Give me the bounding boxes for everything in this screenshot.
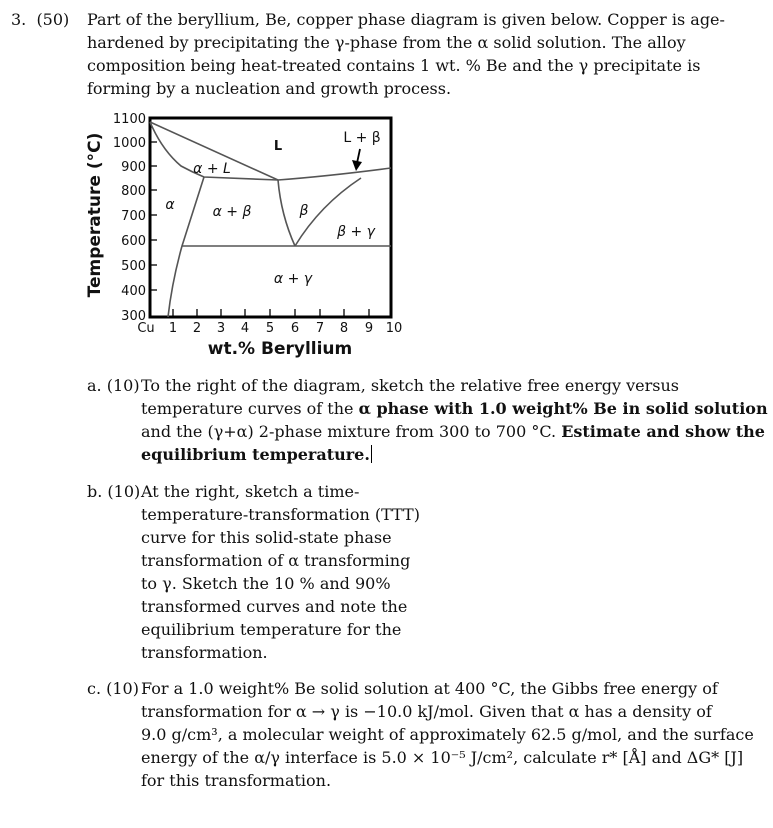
part-a-label: a. (10) [87, 376, 140, 395]
part-c-line: 9.0 g/cm³, a molecular weight of approximately 62.5 g/mol, and the surface [141, 725, 754, 744]
region-label-beta: β [299, 203, 309, 219]
part-a-text: and the (γ+α) 2-phase mixture from 300 to 700 °C. [141, 422, 557, 441]
x-tick-label: 1 [168, 321, 178, 336]
x-tick-label: 3 [216, 321, 226, 336]
part-b-line: to γ. Sketch the 10 % and 90% [141, 574, 391, 593]
region-label-liquid-beta: L + β [343, 130, 381, 146]
question-number [11, 8, 69, 31]
y-axis-label: Temperature (°C) [85, 132, 105, 298]
part-a-line [141, 420, 765, 443]
region-label-alpha-gamma: α + γ [273, 271, 313, 287]
question-points: (50) [36, 10, 70, 29]
y-tick-label: 700 [121, 209, 146, 224]
text-cursor [371, 445, 372, 463]
y-tick-label: 800 [121, 184, 146, 199]
region-label-alpha: α [165, 197, 175, 213]
intro-line: hardened by precipitating the γ-phase from the α solid solution. The alloy [87, 33, 686, 52]
intro-line: forming by a nucleation and growth process. [87, 79, 452, 98]
part-b-line: transformation. [141, 643, 268, 662]
part-c-line: for this transformation. [141, 771, 332, 790]
part-a-line [141, 397, 768, 420]
y-tick-label: 900 [121, 160, 146, 175]
x-tick-label: 5 [265, 321, 275, 336]
part-b-label: b. (10) [87, 482, 141, 501]
x-axis-label: wt.% Beryllium [207, 339, 353, 359]
part-c-line: energy of the α/γ interface is 5.0 × 10⁻⁵ J/cm², calculate r* [Å] and ΔG* [J] [141, 748, 744, 767]
part-b-line: transformation of α transforming [141, 551, 411, 570]
x-tick-label: 7 [315, 321, 325, 336]
part-a-line [141, 443, 372, 466]
part-b-line: equilibrium temperature for the [141, 620, 402, 639]
part-a-bold-text: Estimate and show the [561, 422, 765, 441]
part-b-line: transformed curves and note the [141, 597, 408, 616]
x-tick-label: 8 [339, 321, 349, 336]
part-b-line: temperature-transformation (TTT) [141, 505, 420, 524]
part-b-line: At the right, sketch a time- [141, 482, 360, 501]
intro-line: Part of the beryllium, Be, copper phase diagram is given below. Copper is age- [87, 10, 725, 29]
part-c-line: transformation for α → γ is −10.0 kJ/mol. Given that α has a density of [141, 702, 712, 721]
region-label-alpha-liquid: α + L [193, 161, 231, 177]
liquidus-line-right [278, 168, 391, 180]
y-tick-label: 400 [121, 284, 146, 299]
x-tick-label: 4 [240, 321, 250, 336]
intro-line: composition being heat-treated contains 1 wt. % Be and the γ precipitate is [87, 56, 701, 75]
part-a-text: temperature curves of the [141, 399, 354, 418]
x-tick-label: 9 [364, 321, 374, 336]
plot-frame [150, 118, 391, 317]
y-tick-label: 600 [121, 234, 146, 249]
x-tick-label: Cu [137, 321, 155, 336]
part-a-bold-text: α phase with 1.0 weight% Be in solid solution [358, 399, 768, 418]
beta-boundary-left [278, 180, 295, 246]
region-label-alpha-beta: α + β [212, 204, 252, 220]
part-c-label: c. (10) [87, 679, 139, 698]
region-label-liquid: L [273, 139, 283, 154]
x-tick-label: 6 [290, 321, 300, 336]
part-b-line: curve for this solid-state phase [141, 528, 392, 547]
region-label-beta-gamma: β + γ [337, 224, 375, 240]
part-a-line: To the right of the diagram, sketch the relative free energy versus [141, 376, 679, 395]
y-tick-label: 1100 [112, 112, 146, 127]
question-number-label: 3. [11, 10, 27, 29]
part-a-bold-text: equilibrium temperature. [141, 445, 370, 464]
y-tick-label: 500 [121, 259, 146, 274]
y-tick-label: 300 [121, 309, 146, 324]
phase-diagram [80, 104, 420, 366]
x-tick-label: 10 [385, 321, 403, 336]
phase-boundaries [150, 122, 391, 317]
part-c-line: For a 1.0 weight% Be solid solution at 400 °C, the Gibbs free energy of [141, 679, 718, 698]
arrow-icon [352, 149, 362, 171]
y-tick-label: 1000 [112, 136, 146, 151]
x-tick-label: 2 [192, 321, 202, 336]
